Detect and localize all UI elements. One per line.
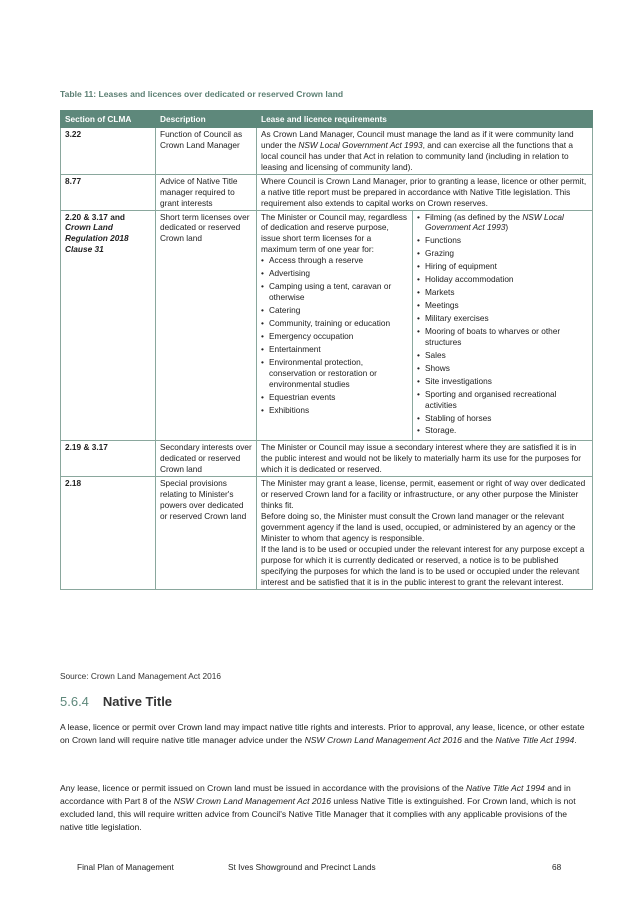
table-row	[61, 210, 593, 441]
regulation-reference: Crown Land Regulation 2018 Clause 31	[65, 222, 129, 255]
row-requirements	[257, 210, 593, 441]
list-item: • Exhibitions	[261, 405, 408, 416]
req-text: , and can exercise all the functions that a local council has under that Act in relation to community land (including in relation to leasing and licensing of community land).	[261, 139, 573, 172]
section-heading	[60, 694, 172, 709]
table-row	[61, 477, 593, 589]
table-row	[61, 441, 593, 477]
table-header-row	[61, 111, 593, 128]
licence-intro: The Minister or Council may, regardless of dedication and reserve purpose, issue short term licenses for a maximum term of one year for:	[261, 211, 408, 255]
licence-purposes-right	[417, 212, 588, 437]
list-item: • Markets	[417, 287, 588, 298]
req-paragraph: Before doing so, the Minister must consult the Crown land manager or the relevant government agency if the land is used, occupied, or administered by an agency or the Minister to whom that agency is responsible.	[261, 511, 576, 543]
row-requirements	[257, 127, 593, 174]
row-requirements: Where Council is Crown Land Manager, prior to granting a lease, licence or other permit, a native title report must be prepared in accordance with Native Title legislation. This requirement also extends to capital works on Crown reserves.	[257, 174, 593, 210]
list-item: • Entertainment	[261, 344, 408, 355]
list-item: • Access through a reserve	[261, 255, 408, 266]
row-requirements	[257, 477, 593, 589]
list-item: • Stabling of horses	[417, 413, 588, 424]
table-caption: Table 11: Leases and licences over dedicated or reserved Crown land	[60, 89, 344, 99]
list-item: • Community, training or education	[261, 318, 408, 329]
req-text: As Crown Land Manager, Council must manage the land as if it were community land under the	[261, 128, 574, 150]
paragraph-2: Any lease, licence or permit issued on Crown land must be issued in accordance with the provisions of the Native Title Act 1994 and in accordance with Part 8 of the NSW Crown Land Management Act 2016 unless Native Title is extinguished. For Crown land, which is not excluded land, this will require written advice from Council's Native Title Manager that it complies with any applicable provisions of the native title legislation.	[60, 783, 576, 832]
list-item: • Storage.	[417, 425, 588, 436]
list-item: • Advertising	[261, 268, 408, 279]
list-item: • Equestrian events	[261, 392, 408, 403]
table-row	[61, 174, 593, 210]
list-item: • Meetings	[417, 300, 588, 311]
list-item: • Holiday accommodation	[417, 274, 588, 285]
paragraph-1: A lease, licence or permit over Crown land may impact native title rights and interests. Prior to approval, any lease, licence, or other estate on Crown land will require native title manager advice under the NSW Crown Land Management Act 2016 and the Native Title Act 1994.	[60, 722, 585, 745]
list-item: • Grazing	[417, 248, 588, 259]
row-requirements: The Minister or Council may issue a secondary interest where they are satisfied it is in the public interest and would not be likely to materially harm its use for the purposes for which it is dedicated or reserved.	[257, 441, 593, 477]
row-description: Special provisions relating to Minister's powers over dedicated or reserved Crown land	[156, 477, 257, 589]
list-item: • Camping using a tent, caravan or otherwise	[261, 281, 408, 303]
section-number: 5.6.4	[60, 694, 89, 709]
row-section: 8.77	[61, 174, 156, 210]
list-item: • Catering	[261, 305, 408, 316]
list-item: • Shows	[417, 363, 588, 374]
row-description: Advice of Native Title manager required to grant interests	[156, 174, 257, 210]
table-source: Source: Crown Land Management Act 2016	[60, 671, 221, 681]
list-item: • Site investigations	[417, 376, 588, 387]
list-item: • Filming (as defined by the NSW Local Government Act 1993)	[417, 212, 588, 234]
table-row	[61, 127, 593, 174]
licence-purposes-left	[261, 255, 408, 415]
list-item: • Military exercises	[417, 313, 588, 324]
list-item: • Mooring of boats to wharves or other structures	[417, 326, 588, 348]
req-paragraph: The Minister may grant a lease, license, permit, easement or right of way over dedicated or reserved Crown land for a facility or infrastructure, or any other purpose the Minister thinks fit.	[261, 478, 586, 511]
header-requirements: Lease and licence requirements	[257, 111, 593, 128]
req-paragraph: If the land is to be used or occupied under the relevant interest for any purpose except a purpose for which it is currently dedicated or reserved, a notice is to be published specifying the purposes for which the land is to be used or occupied under the relevant interest and be satisfied that it is in the public interest to grant the relevant interest.	[261, 543, 585, 587]
list-item: • Emergency occupation	[261, 331, 408, 342]
page-number: 68	[552, 862, 562, 872]
list-item: • Functions	[417, 235, 588, 246]
leases-licences-table	[60, 110, 593, 590]
row-section: 2.18	[61, 477, 156, 589]
list-item: • Sales	[417, 350, 588, 361]
row-description: Secondary interests over dedicated or reserved Crown land	[156, 441, 257, 477]
section-number: 2.20 & 3.17 and	[65, 211, 125, 222]
row-description: Short term licenses over dedicated or reserved Crown land	[156, 210, 257, 441]
footer-site-name: St Ives Showground and Precinct Lands	[228, 862, 376, 872]
row-section	[61, 210, 156, 441]
act-reference: NSW Local Government Act 1993	[298, 139, 423, 150]
list-item: • Hiring of equipment	[417, 261, 588, 272]
list-item: • Environmental protection, conservation or restoration or environmental studies	[261, 357, 408, 390]
header-section: Section of CLMA	[61, 111, 156, 128]
row-section: 3.22	[61, 127, 156, 174]
header-description: Description	[156, 111, 257, 128]
section-title: Native Title	[102, 694, 173, 709]
footer-document-title: Final Plan of Management	[77, 862, 174, 872]
row-section: 2.19 & 3.17	[61, 441, 156, 477]
list-item: • Sporting and organised recreational activities	[417, 389, 588, 411]
row-description: Function of Council as Crown Land Manager	[156, 127, 257, 174]
